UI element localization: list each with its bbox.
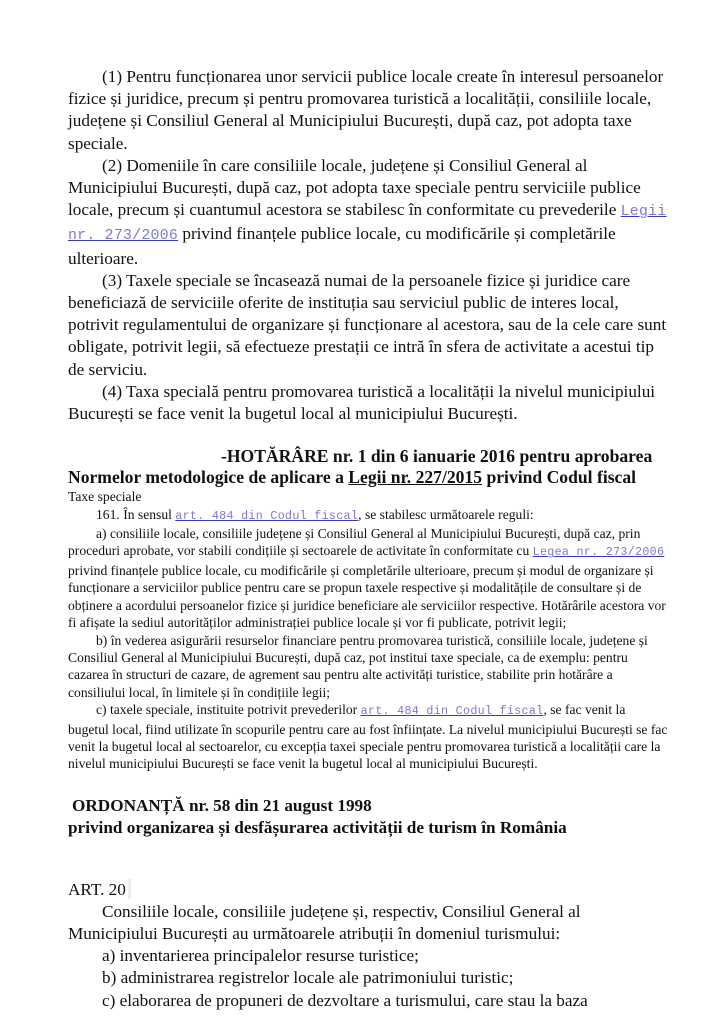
- paragraph-2: [68, 155, 668, 270]
- ordonanta-heading-line2: privind organizarea și desfășurarea activității de turism în România: [68, 817, 567, 837]
- ordonanta-heading-line1: ORDONANȚĂ nr. 58 din 21 august 1998: [72, 795, 372, 815]
- art-item-b: b) administrarea registrelor locale ale patrimoniului turistic;: [102, 968, 514, 988]
- paragraph-2-text: (2) Domeniile în care consiliile locale, județene și Consiliul General al Municipiului București, după caz, pot adopta taxe speciale pentru serviciile publice locale, precum și cuantumul acestora se stabilesc în conformitate cu prevederile: [68, 155, 641, 220]
- pc-text-end: , se fac venit la bugetul local, fiind utilizate în scopurile pentru care au fost înființate. La nivelul municipiului București se fac venit la bugetul local al sectoarelor, cu excepția taxei speciale pentru promovarea turistică a localității care la nivelul municipiului București se face venit la bugetul local al municipiului București.: [68, 702, 668, 772]
- link-legea-273-2006[interactable]: Legea nr. 273/2006: [532, 545, 665, 560]
- section-taxe-speciale-law: [68, 66, 668, 425]
- hotarare-heading-line1: -HOTĂRÂRE nr. 1 din 6 ianuarie 2016 pentru aprobarea: [221, 446, 653, 467]
- paragraph-4: (4) Taxa specială pentru promovarea turistică a localității la nivelul municipiului București se face venit la bugetul local al municipiului București.: [68, 381, 656, 424]
- link-art-484-codul-fiscal[interactable]: art. 484 din Codul fiscal: [175, 508, 359, 523]
- link-legii-273-2006[interactable]: Legii nr. 273/2006: [68, 204, 667, 245]
- ordonanta-heading: [68, 795, 668, 839]
- paragraph-a: [68, 525, 668, 631]
- art-item-c: c) elaborarea de propuneri de dezvoltare a turismului, care stau la baza: [102, 990, 588, 1010]
- subtitle-taxe-speciale: Taxe speciale: [68, 489, 142, 505]
- spacer: [68, 773, 668, 795]
- section-hotarare: [68, 446, 668, 773]
- spacer: [68, 839, 668, 879]
- paragraph-1: (1) Pentru funcționarea unor servicii publice locale create în interesul persoanelor fizice și juridice, precum și pentru promovarea turistică a localității, consiliile locale, județene și Consiliul General al Municipiului București, după caz, pot adopta taxe speciale.: [68, 67, 664, 153]
- link-legii-227-2015[interactable]: Legii nr. 227/2015: [348, 467, 483, 488]
- heading-text-end: privind Codul fiscal: [482, 467, 637, 488]
- art-intro: Consiliile locale, consiliile județene și, respectiv, Consiliul General al Municipiului București au următoarele atribuții în domeniul turismului:: [68, 901, 581, 943]
- paragraph-161: [68, 506, 668, 525]
- spacer: [68, 425, 668, 446]
- hotarare-heading-line2: [68, 467, 668, 488]
- paragraph-b: b) în vederea asigurării resurselor financiare pentru promovarea turistică, consiliile locale, județene și Consiliul General al Municipiului București, după caz, pot institui taxe speciale, ca de exemplu: pentru cazarea în structuri de cazare, de agrement sau pentru alte activități turistice, stabilite prin hotărâre a consiliului local, în limitele și în condițiile legii;: [68, 632, 648, 700]
- pc-text: c) taxele speciale, instituite potrivit prevederilor: [96, 702, 361, 718]
- p161-text: 161. În sensul: [96, 506, 176, 522]
- paragraph-3: (3) Taxele speciale se încasează numai de la persoanele fizice și juridice care beneficiază de serviciile oferite de instituția sau serviciul public de interes local, potrivit regulamentului de organizare și funcționare al acestora, sau de la cele care sunt obligate, potrivit legii, să efectueze prestații ce intră în sfera de activitate a acestui tip de serviciu.: [68, 270, 667, 379]
- pa-text-end: privind finanțele publice locale, cu modificările și completările ulterioare, precum și modul de organizare și funcționare a serviciilor publice pentru care se propun taxele respective și modalitățile de consultare și de obținere a acordului persoanelor fizice și juridice beneficiare ale serviciilor respective. Hotărârile acestora vor fi afișate la sediul autorităților administrației publice locale și vor fi publicate, potrivit legii;: [68, 562, 666, 631]
- section-ordonanta: [68, 795, 668, 1012]
- heading-text: Normelor metodologice de aplicare a: [68, 467, 349, 488]
- p161-text-end: , se stabilesc următoarele reguli:: [358, 506, 534, 522]
- hotarare-heading: [68, 446, 668, 488]
- art-item-a: a) inventarierea principalelor resurse turistice;: [102, 946, 419, 966]
- art-label-text: ART. 20: [68, 879, 126, 899]
- pa-text: a) consiliile locale, consiliile județene și Consiliul General al Municipiului București, după caz, prin proceduri aprobate, vor stabili condițiile și sectoarele de activitate în conformitate cu: [68, 526, 641, 559]
- document-page: [68, 66, 668, 1012]
- link-art-484-codul-fiscal-2[interactable]: art. 484 din Codul fiscal: [360, 704, 544, 719]
- paragraph-2-text-end: privind finanțele publice locale, cu modificările și completările ulterioare.: [68, 224, 616, 268]
- paragraph-c: [68, 701, 668, 773]
- text-cursor: [128, 879, 131, 899]
- art-label: [68, 879, 668, 901]
